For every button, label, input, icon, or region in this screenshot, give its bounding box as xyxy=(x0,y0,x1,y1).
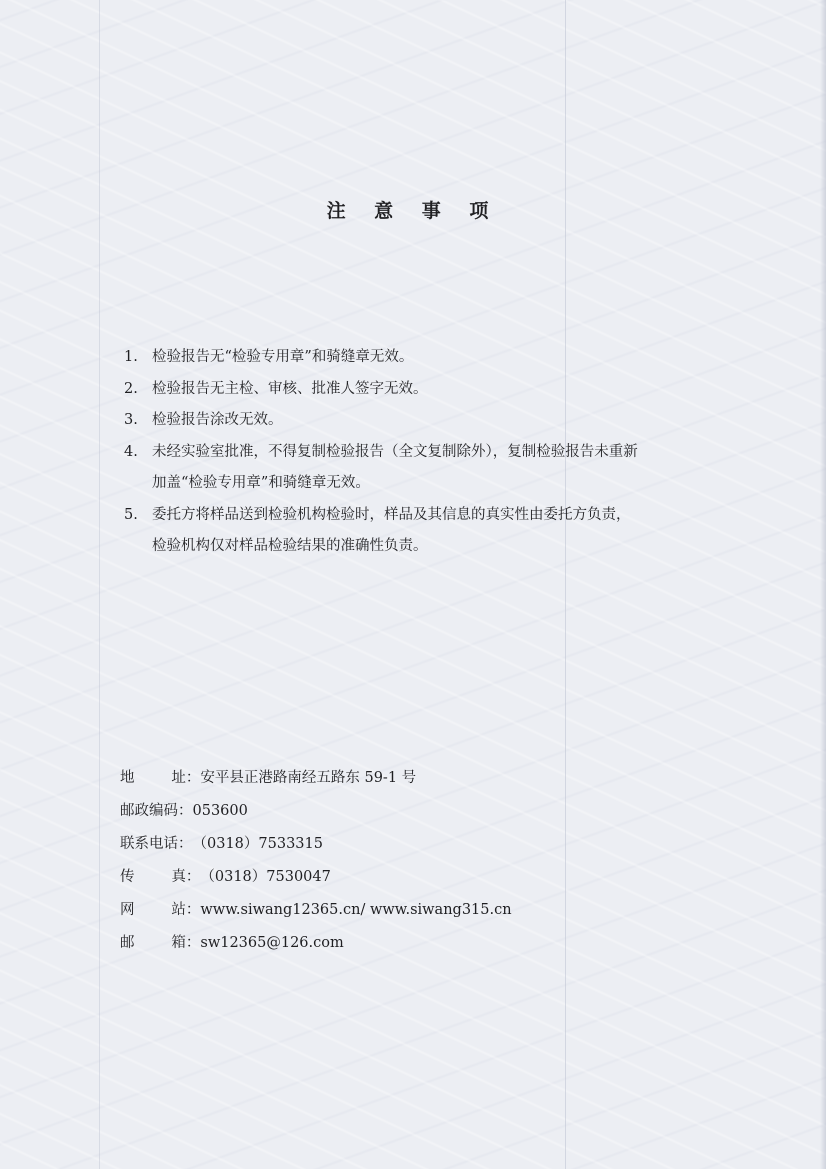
email-row xyxy=(120,930,720,963)
postcode-label: 邮政编码： xyxy=(120,803,193,819)
postcode-value: 053600 xyxy=(192,803,248,819)
fax-row xyxy=(120,864,720,897)
email-link[interactable]: sw12365@126.com xyxy=(200,935,344,951)
fax-value: （0318）7530047 xyxy=(200,869,331,885)
note-number: 4. xyxy=(124,443,138,460)
note-text: 检验报告无“检验专用章”和骑缝章无效。 xyxy=(152,349,414,365)
note-text: 检验报告无主检、审核、批准人签字无效。 xyxy=(152,380,428,397)
fax-label: 传 真： xyxy=(120,869,201,885)
website-label: 网 站： xyxy=(120,902,201,918)
page-fold-line-right xyxy=(565,0,566,1169)
address-row xyxy=(120,765,720,798)
address-label: 地 址： xyxy=(120,770,201,786)
page-edge-shadow xyxy=(820,0,826,1169)
address-value: 安平县正港路南经五路东 59-1 号 xyxy=(200,770,417,786)
note-number: 5. xyxy=(124,506,138,523)
note-text: 检验报告涂改无效。 xyxy=(152,412,283,428)
phone-label: 联系电话： xyxy=(120,836,193,852)
website-row xyxy=(120,897,720,930)
note-text-continued: 加盖“检验专用章”和骑缝章无效。 xyxy=(152,475,370,491)
contact-info xyxy=(120,765,720,963)
note-text: 未经实验室批准，不得复制检验报告（全文复制除外），复制检验报告未重新 xyxy=(152,443,638,460)
note-text-continued: 检验机构仅对样品检验结果的准确性负责。 xyxy=(152,538,428,554)
note-item xyxy=(124,500,744,563)
postcode-row xyxy=(120,798,720,831)
note-item xyxy=(124,437,744,500)
page-title: 注 意 事 项 xyxy=(326,200,500,222)
note-item xyxy=(124,374,744,406)
email-label: 邮 箱： xyxy=(120,935,201,951)
website-link[interactable]: www.siwang12365.cn/ www.siwang315.cn xyxy=(200,902,512,918)
note-number: 1. xyxy=(124,349,138,365)
phone-value: （0318）7533315 xyxy=(192,836,323,852)
note-number: 2. xyxy=(124,380,138,397)
note-number: 3. xyxy=(124,412,138,428)
phone-row xyxy=(120,831,720,864)
note-item xyxy=(124,405,744,437)
notes-list xyxy=(124,342,744,563)
page-fold-line-left xyxy=(99,0,100,1169)
note-item xyxy=(124,342,744,374)
note-text: 委托方将样品送到检验机构检验时，样品及其信息的真实性由委托方负责， xyxy=(152,506,631,523)
